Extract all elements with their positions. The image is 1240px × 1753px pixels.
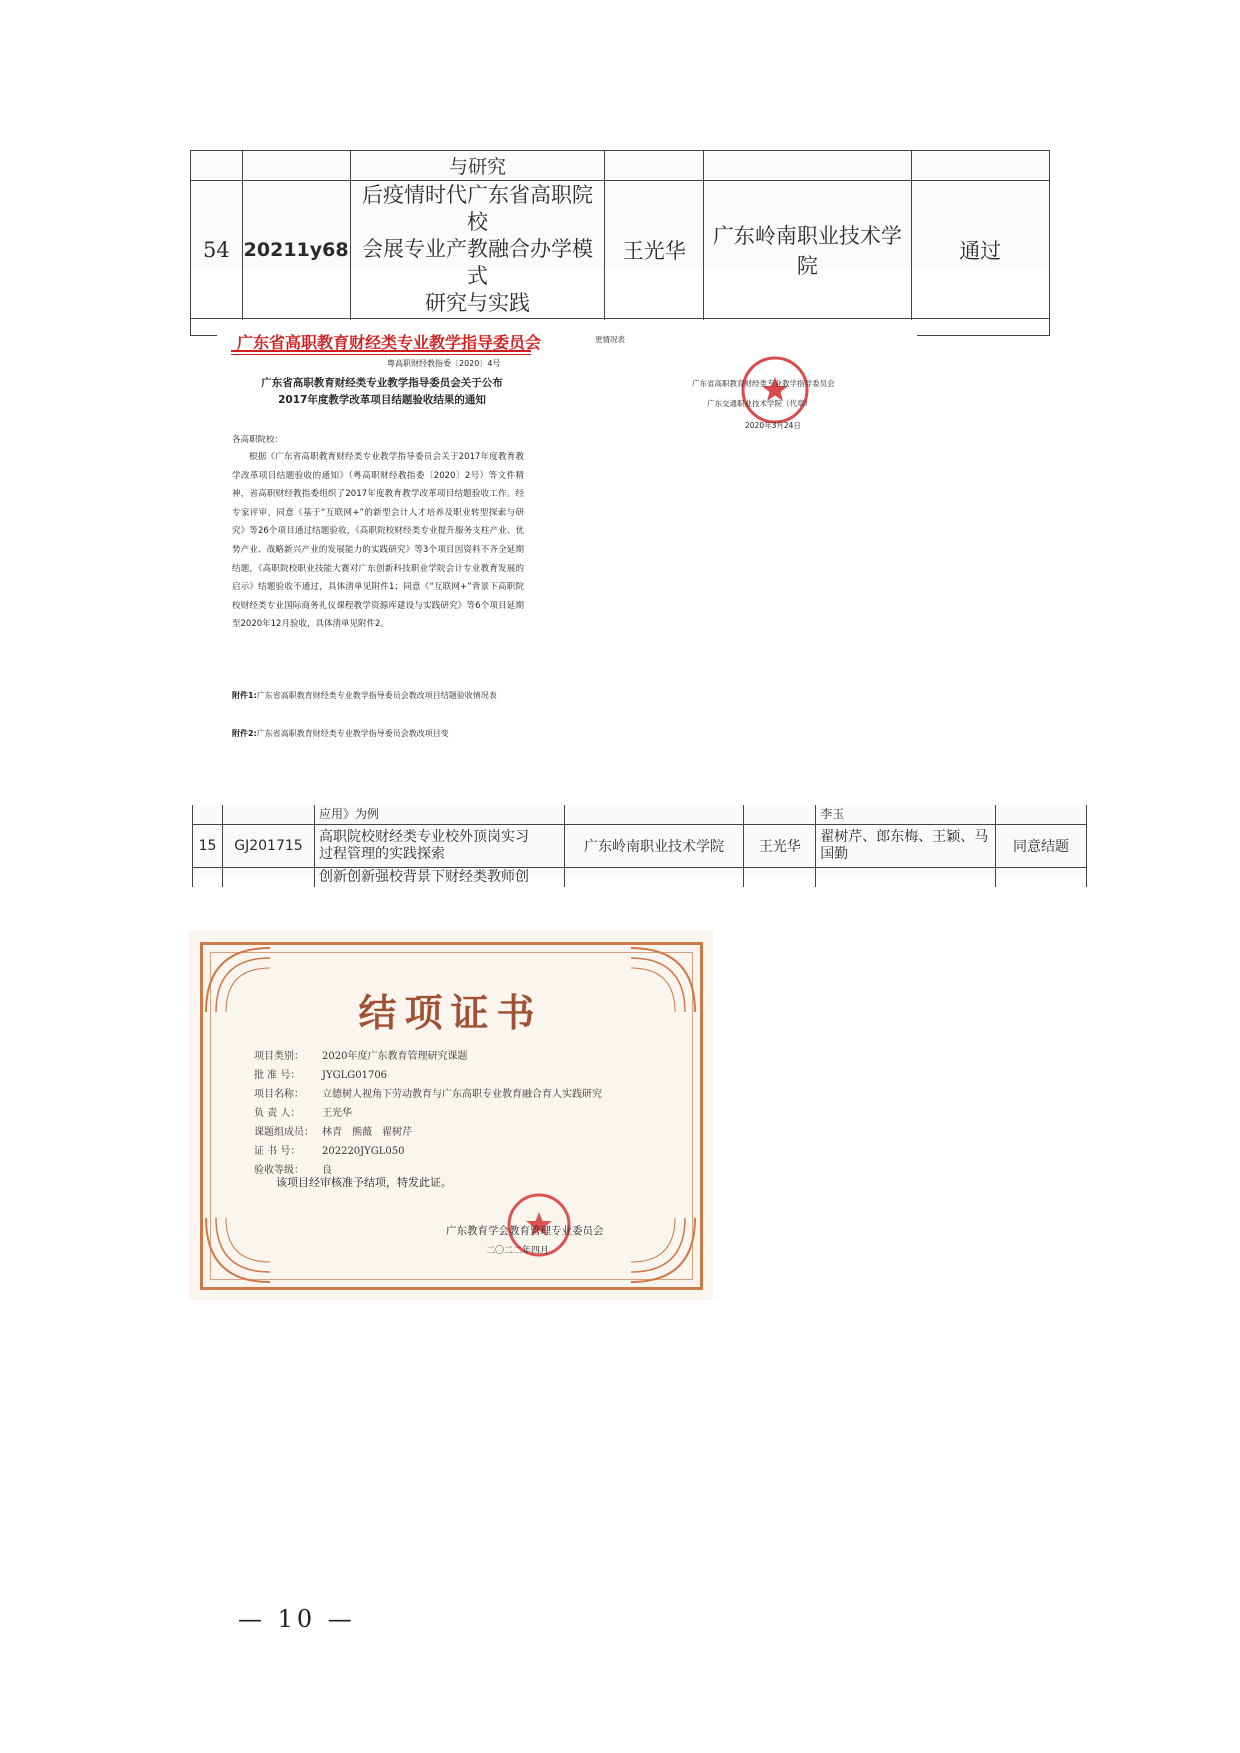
attachment-1: 附件1:广东省高职教育财经类专业教学指导委员会教改项目结题验收情况表 xyxy=(232,691,497,700)
table-row: 创新创新强校背景下财经类教师创 xyxy=(193,868,1087,888)
certificate-field: 证 书 号： 202220JYGL050 xyxy=(254,1146,405,1157)
cell-result: 通过 xyxy=(911,181,1049,319)
cell-title: 后疫情时代广东省高职院校 会展专业产教融合办学模式 研究与实践 xyxy=(350,181,605,319)
table-row xyxy=(191,181,1050,319)
cell-title: 高职院校财经类专业校外顶岗实习 过程管理的实践探索 xyxy=(314,825,564,868)
cell-index: 54 xyxy=(191,181,243,319)
header-divider xyxy=(231,354,531,355)
certificate-field: 验收等级： 良 xyxy=(254,1165,332,1176)
issue-date: 2020年3月24日 xyxy=(745,421,801,430)
corner-ornament-icon xyxy=(627,1214,699,1286)
cell-person: 王光华 xyxy=(605,181,704,319)
results-table-excerpt-1 xyxy=(190,150,1050,315)
cell-title: 与研究 xyxy=(350,151,605,181)
results-table-excerpt-2 xyxy=(192,805,1087,885)
results-table-2 xyxy=(192,805,1087,887)
continued-label: 更情况表 xyxy=(595,335,625,344)
cell-members: 翟树芹、郎东梅、王颖、马 国勤 xyxy=(816,825,996,868)
issuing-org: 广东省高职教育财经类专业教学指导委员会 xyxy=(692,379,835,388)
cell-result: 同意结题 xyxy=(996,825,1087,868)
results-table-1 xyxy=(190,150,1050,336)
cell-code: 20211y68 xyxy=(242,181,350,319)
completion-certificate xyxy=(188,930,713,1300)
table-row xyxy=(191,151,1050,181)
salutation: 各高职院校： xyxy=(232,435,284,445)
notice-header: 广东省高职教育财经类专业教学指导委员会 xyxy=(237,333,542,352)
notice-scan xyxy=(217,320,917,755)
cell-institution: 广东岭南职业技术学院 xyxy=(704,181,911,319)
cell-index: 15 xyxy=(193,825,223,868)
corner-ornament-icon xyxy=(202,1214,274,1286)
issuing-org-proxy: 广东交通职业技术学院（代章） xyxy=(707,399,812,408)
certificate-field: 批 准 号： JYGLG01706 xyxy=(254,1070,388,1081)
document-number: 粤高职财经教指委〔2020〕4号 xyxy=(387,359,501,368)
table-row xyxy=(193,825,1087,868)
certificate-field: 项目类别： 2020年度广东教育管理研究课题 xyxy=(254,1051,468,1062)
certificate-field: 课题组成员： 林青 熊薇 翟树芹 xyxy=(254,1127,412,1138)
page-number: — 10 — xyxy=(238,1605,356,1633)
header-divider xyxy=(231,350,531,352)
attachment-2: 附件2:广东省高职教育财经类专业教学指导委员会教改项目变 xyxy=(232,729,449,738)
issuing-org: 广东教育学会教育管理专业委员会 xyxy=(446,1225,604,1237)
certificate-field: 项目名称： 立德树人视角下劳动教育与广东高职专业教育融合育人实践研究 xyxy=(254,1089,602,1100)
issue-date: 二〇二二年四月 xyxy=(486,1246,550,1256)
certificate-title: 结项证书 xyxy=(358,990,543,1035)
notice-title: 广东省高职教育财经类专业教学指导委员会关于公布 2017年度教学改革项目结题验收结果的通知 xyxy=(261,377,503,406)
table-row: 应用》为例 李玉 xyxy=(193,805,1087,825)
cell-code: GJ201715 xyxy=(222,825,314,868)
notice-body: 根据《广东省高职教育财经类专业教学指导委员会关于2017年度教育教学改革项目结题验收的通知》（粤高职财经教指委〔2020〕2号）等文件精神，省高职财经教指委组织了2017年度教育教学改革项目结题验收工作。经专家评审，同意《基于“互联网+”的新型会计人才培养及职业转型探索与研究》等26个项目通过结题验收，《高职院校财经类专业提升服务支柱产业、优势产业、战略新兴产业的发展能力的实践研究》等3个项目因资料不齐全延期结题，《高职院校职业技能大赛对广东创新科技职业学院会计专业教育发展的启示》结题验收不通过，具体清单见附件1；同意《“互联网+”背景下高职院校财经类专业国际商务礼仪课程教学资源库建设与实践研究》等6个项目延期至2020年12月验收，具体清单见附件2。 xyxy=(232,452,524,630)
certificate-statement: 该项目经审核准予结项，特发此证。 xyxy=(276,1176,452,1189)
official-seal-icon xyxy=(740,355,810,425)
certificate-field: 负 责 人： 王光华 xyxy=(254,1108,352,1119)
cell-institution: 广东岭南职业技术学院 xyxy=(564,825,744,868)
cell-person: 王光华 xyxy=(744,825,816,868)
